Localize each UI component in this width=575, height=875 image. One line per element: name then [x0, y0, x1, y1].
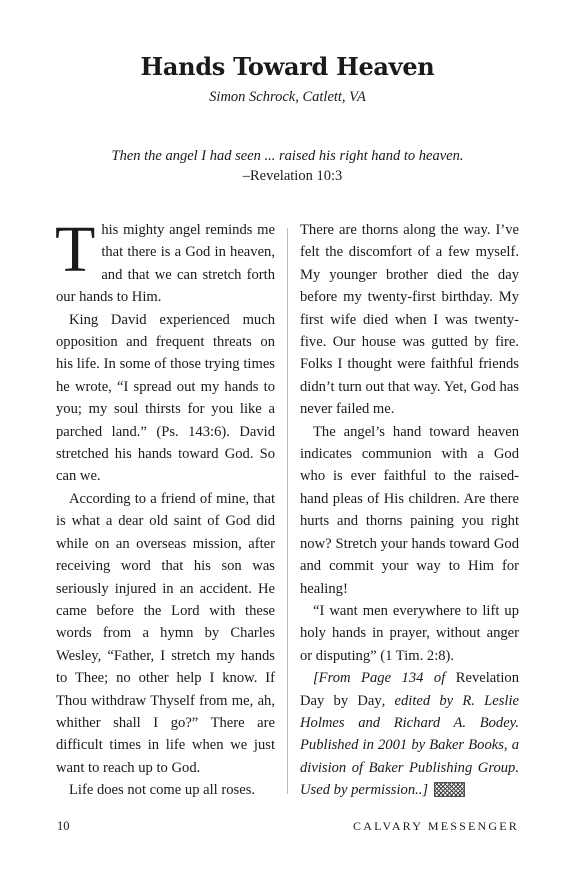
article-byline: Simon Schrock, Catlett, VA	[209, 89, 366, 105]
drop-cap: T	[55, 213, 96, 286]
end-mark-icon	[434, 782, 465, 797]
paragraph-4-start: Life does not come up all roses.	[69, 782, 256, 799]
column-divider	[287, 228, 288, 794]
epigraph	[0, 146, 575, 186]
paragraph-4-continued: There are thorns along the way. I’ve felt the discomfort of a few myself. My younger brother died the day before my twenty-first birthday. My first wife died when I was twenty-five. Our house was gutted by fire. Folks I thought were faithful friends didn’t turn out that way. Yet, God has never failed me.	[300, 222, 519, 418]
paragraph-1-text: his mighty angel reminds me that there is a God in heaven, and that we can stretch forth our hands to Him.	[56, 222, 275, 306]
paragraph-6: “I want men everywhere to lift up holy hands in prayer, without anger or disputing” (1 Tim. 2:8).	[300, 602, 519, 664]
paragraph-1	[55, 213, 275, 309]
paragraph-3: According to a friend of mine, that is what a dear old saint of God did while on an overseas mission, after receiving word that his son was seriously injured in an accident. He came before the Lord with these words from a hymn by Charles Wesley, “Father, I stretch my hands to Thee; no other help I know. If Thou withdraw Thyself from me, ah, whither shall I go?” There are difficult times in life when we just want to reach up to God.	[56, 490, 275, 776]
left-column	[55, 213, 275, 802]
credit-note	[300, 667, 519, 801]
paragraph-2: King David experienced much opposition and frequent threats on his life. In some of those trying times he wrote, “I spread out my hands to you; my soul thirsts for you like a parched land.” (Ps. 143:6). David stretched his hands toward God. So can we.	[56, 311, 275, 485]
paragraph-5: The angel’s hand toward heaven indicates communion with a God who is ever faithful to the raised-hand pleas of His children. Are there hurts and thorns paining you right now? Stretch your hands toward God and commit your way to Him for healing!	[300, 423, 519, 597]
epigraph-quote: Then the angel I had seen ... raised his right hand to heaven.	[111, 148, 464, 164]
publication-name: CALVARY MESSENGER	[353, 819, 519, 833]
article-title: Hands Toward Heaven	[140, 52, 435, 81]
right-column	[300, 219, 519, 802]
credit-text-a: [From Page 134 of	[313, 670, 456, 687]
page-number: 10	[57, 819, 70, 833]
credit-book-title: Revelation Day by Day	[300, 670, 519, 709]
credit-text-c: , edited by R. Leslie Holmes and Richard A. Bodey. Published in 2001 by Baker Books, a division of Baker Publishing Group. Used by permission..]	[300, 692, 519, 799]
epigraph-reference: –Revelation 10:3	[242, 168, 343, 184]
